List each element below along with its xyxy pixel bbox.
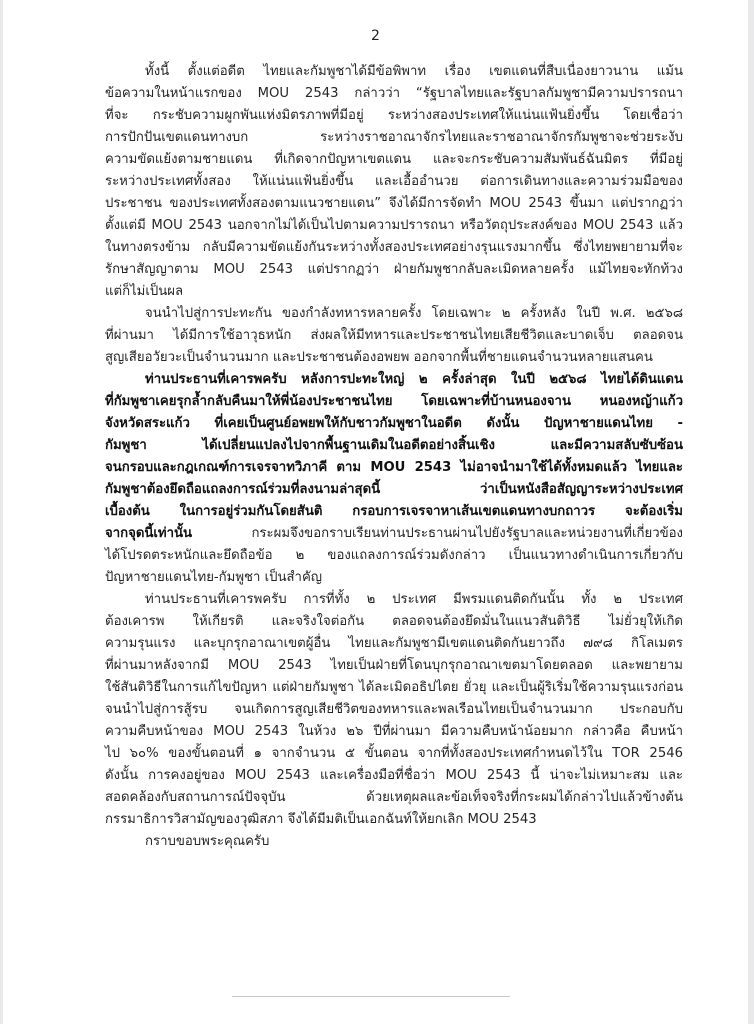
text-segment: ใช้สันติวิธีในการแก้ไขปัญหา แต่ฝ่ายกัมพูชา ได้ละเมิดอธิปไตย ยั่วยุ และเป็นผู้ริเริ่มใช้ความรุนแรงก่อน	[105, 680, 683, 695]
text-line	[105, 391, 683, 413]
text-line	[105, 83, 683, 105]
text-line	[105, 787, 683, 809]
bold-text-segment: เบื้องต้น ในการอยู่ร่วมกันโดยสันติ กรอบการเจรจาหาเส้นเขตแดนทางบกถาวร จะต้องเริ่ม	[105, 504, 683, 519]
text-line	[105, 413, 683, 435]
bold-text-segment: กัมพูชา ได้เปลี่ยนแปลงไปจากพื้นฐานเดิมในอดีตอย่างสิ้นเชิง และมีความสลับซับซ้อน	[105, 438, 683, 453]
bold-text-segment: กัมพูชาต้องยึดถือแถลงการณ์ร่วมที่ลงนามล่าสุดนี้ ว่าเป็นหนังสือสัญญาระหว่างประเทศ	[105, 482, 683, 497]
text-segment: แต่ก็ไม่เป็นผล	[105, 284, 184, 299]
text-segment: ในทางตรงข้าม กลับมีความขัดแย้งกันระหว่างทั้งสองประเทศอย่างรุนแรงมากขึ้น ซึ่งไทยพยายามที่จะ	[105, 240, 683, 255]
end-divider	[232, 996, 510, 997]
text-segment: ระหว่างประเทศทั้งสอง ให้แน่นแฟ้นยิ่งขึ้น และเอื้ออำนวย ต่อการเดินทางและความร่วมมือของ	[105, 174, 683, 189]
bold-text-segment: จังหวัดสระแก้ว ที่เคยเป็นศูนย์อพยพให้กับชาวกัมพูชาในอดีต ดังนั้น ปัญหาชายแดนไทย -	[105, 416, 683, 431]
text-segment: รักษาสัญญาตาม MOU 2543 แต่ปรากฏว่า ฝ่ายกัมพูชากลับละเมิดหลายครั้ง แม้ไทยจะทักท้วง	[105, 262, 683, 277]
text-segment: ตั้งแต่มี MOU 2543 นอกจากไม่ได้เป็นไปตามความปรารถนา หรือวัตถุประสงค์ของ MOU 2543 แล้ว	[105, 218, 683, 233]
text-segment: ความรุนแรง และบุกรุกอาณาเขตผู้อื่น ไทยและกัมพูชามีเขตแดนติดกันยาวถึง ๗๙๘ กิโลเมตร	[105, 636, 683, 651]
text-line	[105, 435, 683, 457]
text-line	[105, 589, 683, 611]
text-segment: ข้อความในหน้าแรกของ MOU 2543 กล่าวว่า “รัฐบาลไทยและรัฐบาลกัมพูชามีความปรารถนา	[105, 86, 683, 101]
bold-text-segment: จากจุดนี้เท่านั้น	[105, 526, 193, 541]
document-page	[3, 0, 748, 1024]
text-line	[105, 325, 683, 347]
text-segment: ความคืบหน้าของ MOU 2543 ในห้วง ๒๖ ปีที่ผ่านมา มีความคืบหน้าน้อยมาก กล่าวคือ คืบหน้า	[105, 724, 683, 739]
text-segment: ได้โปรดตระหนักและยึดถือข้อ ๒ ของแถลงการณ์ร่วมดังกล่าว เป็นแนวทางดำเนินการเกี่ยวกับ	[105, 548, 683, 563]
text-segment: กระผมจึงขอกราบเรียนท่านประธานผ่านไปยังรัฐบาลและหน่วยงานที่เกี่ยวข้อง	[192, 526, 683, 541]
text-segment: ที่จะ กระชับความผูกพันแห่งมิตรภาพที่มีอยู่ ระหว่างสองประเทศให้แน่นแฟ้นยิ่งขึ้น โดยเชื่อว่า	[105, 108, 683, 123]
text-line	[105, 149, 683, 171]
text-line	[105, 699, 683, 721]
text-line	[105, 611, 683, 633]
bold-text-segment: จนกรอบและกฎเกณฑ์การเจรจาทวิภาคี ตาม MOU 2543 ไม่อาจนำมาใช้ได้ทั้งหมดแล้ว ไทยและ	[105, 460, 683, 475]
text-line	[105, 347, 683, 369]
text-line	[105, 457, 683, 479]
text-line	[105, 171, 683, 193]
text-segment: ประชาชน ของประเทศทั้งสองตามแนวชายแดน” จึงได้มีการจัดทำ MOU 2543 ขึ้นมา แต่ปรากฏว่า	[105, 196, 683, 211]
text-segment: ท่านประธานที่เคารพครับ การที่ทั้ง ๒ ประเทศ มีพรมแดนติดกันนั้น ทั้ง ๒ ประเทศ	[145, 592, 683, 607]
text-segment: ไป ๖๐% ของขั้นตอนที่ ๑ จากจำนวน ๕ ขั้นตอน จากที่ทั้งสองประเทศกำหนดไว้ใน TOR 2546	[105, 746, 683, 761]
text-segment: จนนำไปสู่การปะทะกัน ของกำลังทหารหลายครั้ง โดยเฉพาะ ๒ ครั้งหลัง ในปี พ.ศ. ๒๕๖๘	[145, 306, 683, 321]
text-line	[105, 655, 683, 677]
text-segment: สูญเสียอวัยวะเป็นจำนวนมาก และประชาชนต้องอพยพ ออกจากพื้นที่ชายแดนจำนวนหลายแสนคน	[105, 350, 653, 365]
text-line	[105, 303, 683, 325]
text-line	[105, 809, 683, 831]
text-line	[105, 501, 683, 523]
text-line	[105, 237, 683, 259]
text-line	[105, 479, 683, 501]
text-line	[105, 721, 683, 743]
text-line	[105, 281, 683, 303]
text-segment: ปัญหาชายแดนไทย-กัมพูชา เป็นสำคัญ	[105, 570, 323, 585]
text-line	[105, 259, 683, 281]
text-segment: ดังนั้น การคงอยู่ของ MOU 2543 และเครื่องมือที่ชื่อว่า MOU 2543 นี้ น่าจะไม่เหมาะสม และ	[105, 768, 683, 783]
text-line	[105, 127, 683, 149]
text-segment: กราบขอบพระคุณครับ	[145, 834, 270, 849]
text-segment: ความขัดแย้งตามชายแดน ที่เกิดจากปัญหาเขตแดน และจะกระชับความสัมพันธ์ฉันมิตร ที่มีอยู่	[105, 152, 683, 167]
text-segment: ที่ผ่านมาหลังจากมี MOU 2543 ไทยเป็นฝ่ายที่โดนบุกรุกอาณาเขตมาโดยตลอด และพยายาม	[105, 658, 683, 673]
document-body	[105, 61, 683, 853]
text-line	[105, 369, 683, 391]
text-line	[105, 215, 683, 237]
text-segment: ที่ผ่านมา ได้มีการใช้อาวุธหนัก ส่งผลให้มีทหารและประชาชนไทยเสียชีวิตและบาดเจ็บ ตลอดจน	[105, 328, 683, 343]
text-line	[105, 743, 683, 765]
bold-text-segment: ที่กัมพูชาเคยรุกล้ำกลับคืนมาให้พี่น้องประชาชนไทย โดยเฉพาะที่บ้านหนองจาน หนองหญ้าแก้ว	[105, 394, 683, 409]
text-segment: กรรมาธิการวิสามัญของวุฒิสภา จึงได้มีมติเป็นเอกฉันท์ให้ยกเลิก MOU 2543	[105, 812, 537, 827]
text-segment: ต้องเคารพ ให้เกียรติ และจริงใจต่อกัน ตลอดจนต้องยึดมั่นในแนวสันติวิธี ไม่ยั่วยุให้เกิด	[105, 614, 683, 629]
text-segment: จนนำไปสู่การสู้รบ จนเกิดการสูญเสียชีวิตของทหารและพลเรือนไทยเป็นจำนวนมาก ประกอบกับ	[105, 702, 683, 717]
text-line	[105, 105, 683, 127]
text-line	[105, 765, 683, 787]
text-line	[105, 523, 683, 545]
text-segment: สอดคล้องกับสถานการณ์ปัจจุบัน ด้วยเหตุผลและข้อเท็จจริงที่กระผมได้กล่าวไปแล้วข้างต้น	[105, 790, 683, 805]
text-line	[105, 545, 683, 567]
text-segment: การปักปันเขตแดนทางบก ระหว่างราชอาณาจักรไทยและราชอาณาจักรกัมพูชาจะช่วยระงับ	[105, 130, 683, 145]
text-line	[105, 193, 683, 215]
text-line	[105, 567, 683, 589]
text-segment: ทั้งนี้ ตั้งแต่อดีต ไทยและกัมพูชาได้มีข้อพิพาท เรื่อง เขตแดนที่สืบเนื่องยาวนาน แม้น	[145, 64, 683, 79]
text-line	[105, 831, 683, 853]
page-number: 2	[371, 28, 380, 44]
bold-text-segment: ท่านประธานที่เคารพครับ หลังการปะทะใหญ่ ๒ ครั้งล่าสุด ในปี ๒๕๖๘ ไทยได้ดินแดน	[145, 372, 683, 387]
text-line	[105, 633, 683, 655]
text-line	[105, 677, 683, 699]
text-line	[105, 61, 683, 83]
